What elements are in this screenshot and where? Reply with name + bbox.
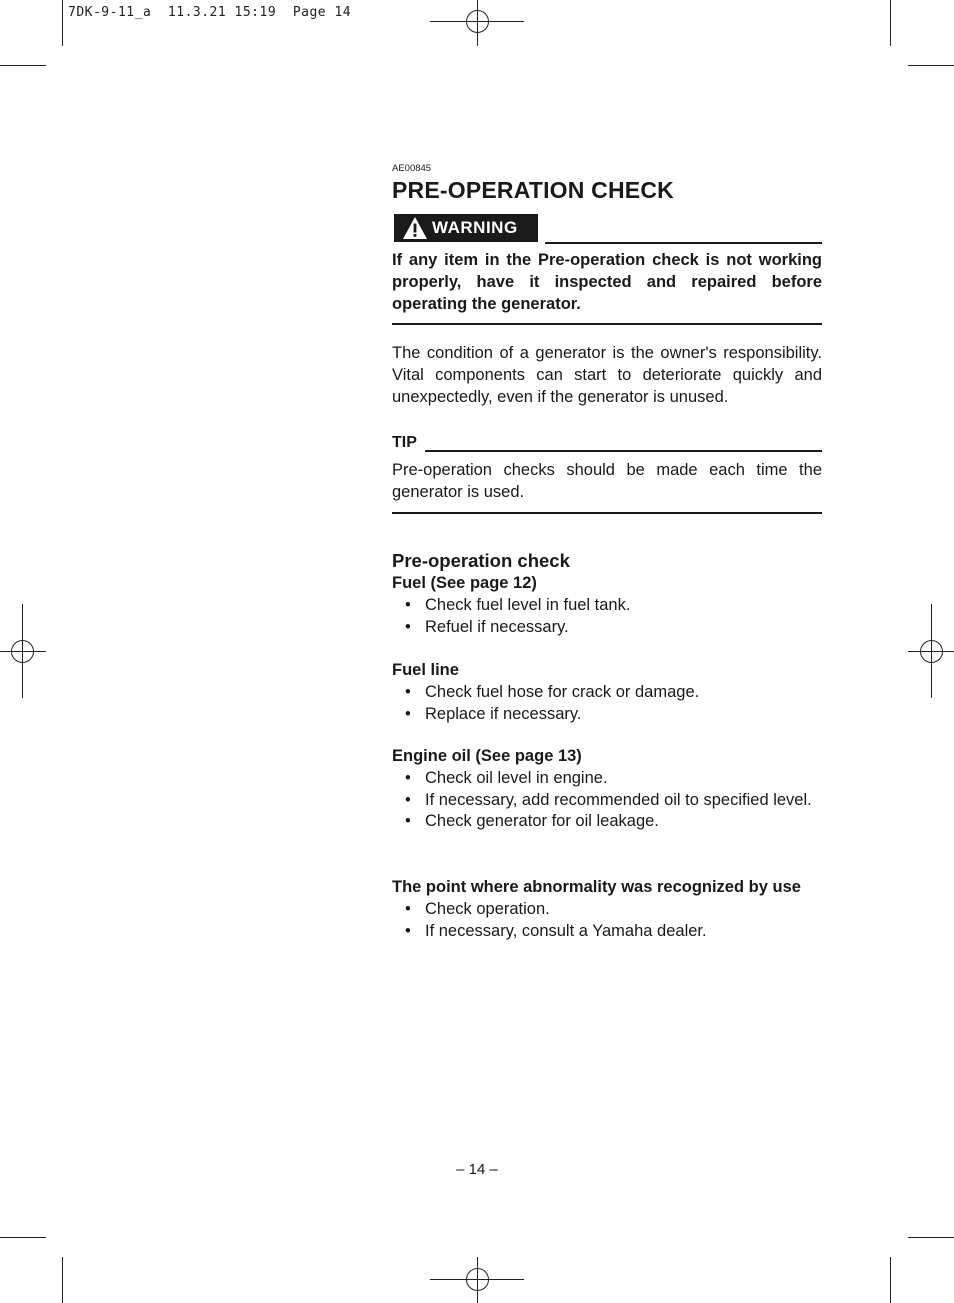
checklist-section-abnormality (392, 877, 822, 942)
warning-label: WARNING (432, 218, 518, 237)
warning-text: If any item in the Pre-operation check is not working properly, have it inspected and repaired before operating the generator. (392, 251, 822, 313)
tip-top-rule (425, 450, 822, 452)
tip-bottom-rule (392, 512, 822, 514)
page-number: – 14 – (456, 1161, 498, 1178)
section-heading: Fuel (See page 12) (392, 574, 537, 592)
warning-badge (394, 214, 538, 242)
section-heading: The point where abnormality was recognized by use (392, 878, 801, 896)
checklist-title: Pre-operation check (392, 550, 570, 571)
checklist-section-fuel (392, 573, 822, 638)
list-item: • If necessary, consult a Yamaha dealer. (405, 921, 707, 940)
tip-label: TIP (392, 434, 417, 451)
list-item: • Check oil level in engine. (405, 768, 608, 787)
warning-bottom-rule (392, 323, 822, 325)
section-heading: Fuel line (392, 661, 459, 679)
list-item: • Check generator for oil leakage. (405, 812, 659, 831)
list-item: • If necessary, add recommended oil to specified level. (405, 790, 812, 809)
checklist-section-fuel-line (392, 660, 822, 725)
list-item: • Replace if necessary. (405, 704, 582, 723)
list-item: • Refuel if necessary. (405, 617, 569, 636)
intro-paragraph: The condition of a generator is the owner's responsibility. Vital components can start to deteriorate quickly and unexpectedly, even if the generator is unused. (392, 344, 822, 406)
warning-top-rule (545, 242, 822, 244)
section-heading: Engine oil (See page 13) (392, 747, 582, 765)
page-title: PRE-OPERATION CHECK (392, 177, 674, 203)
list-item: • Check operation. (405, 899, 550, 918)
list-item: • Check fuel level in fuel tank. (405, 595, 631, 614)
print-slug: 7DK-9-11_a 11.3.21 15:19 Page 14 (68, 5, 352, 20)
checklist-section-engine-oil (392, 746, 822, 833)
document-code: AE00845 (392, 163, 432, 174)
tip-text: Pre-operation checks should be made each time the generator is used. (392, 461, 822, 501)
list-item: • Check fuel hose for crack or damage. (405, 682, 700, 701)
warning-triangle-icon (402, 216, 428, 240)
